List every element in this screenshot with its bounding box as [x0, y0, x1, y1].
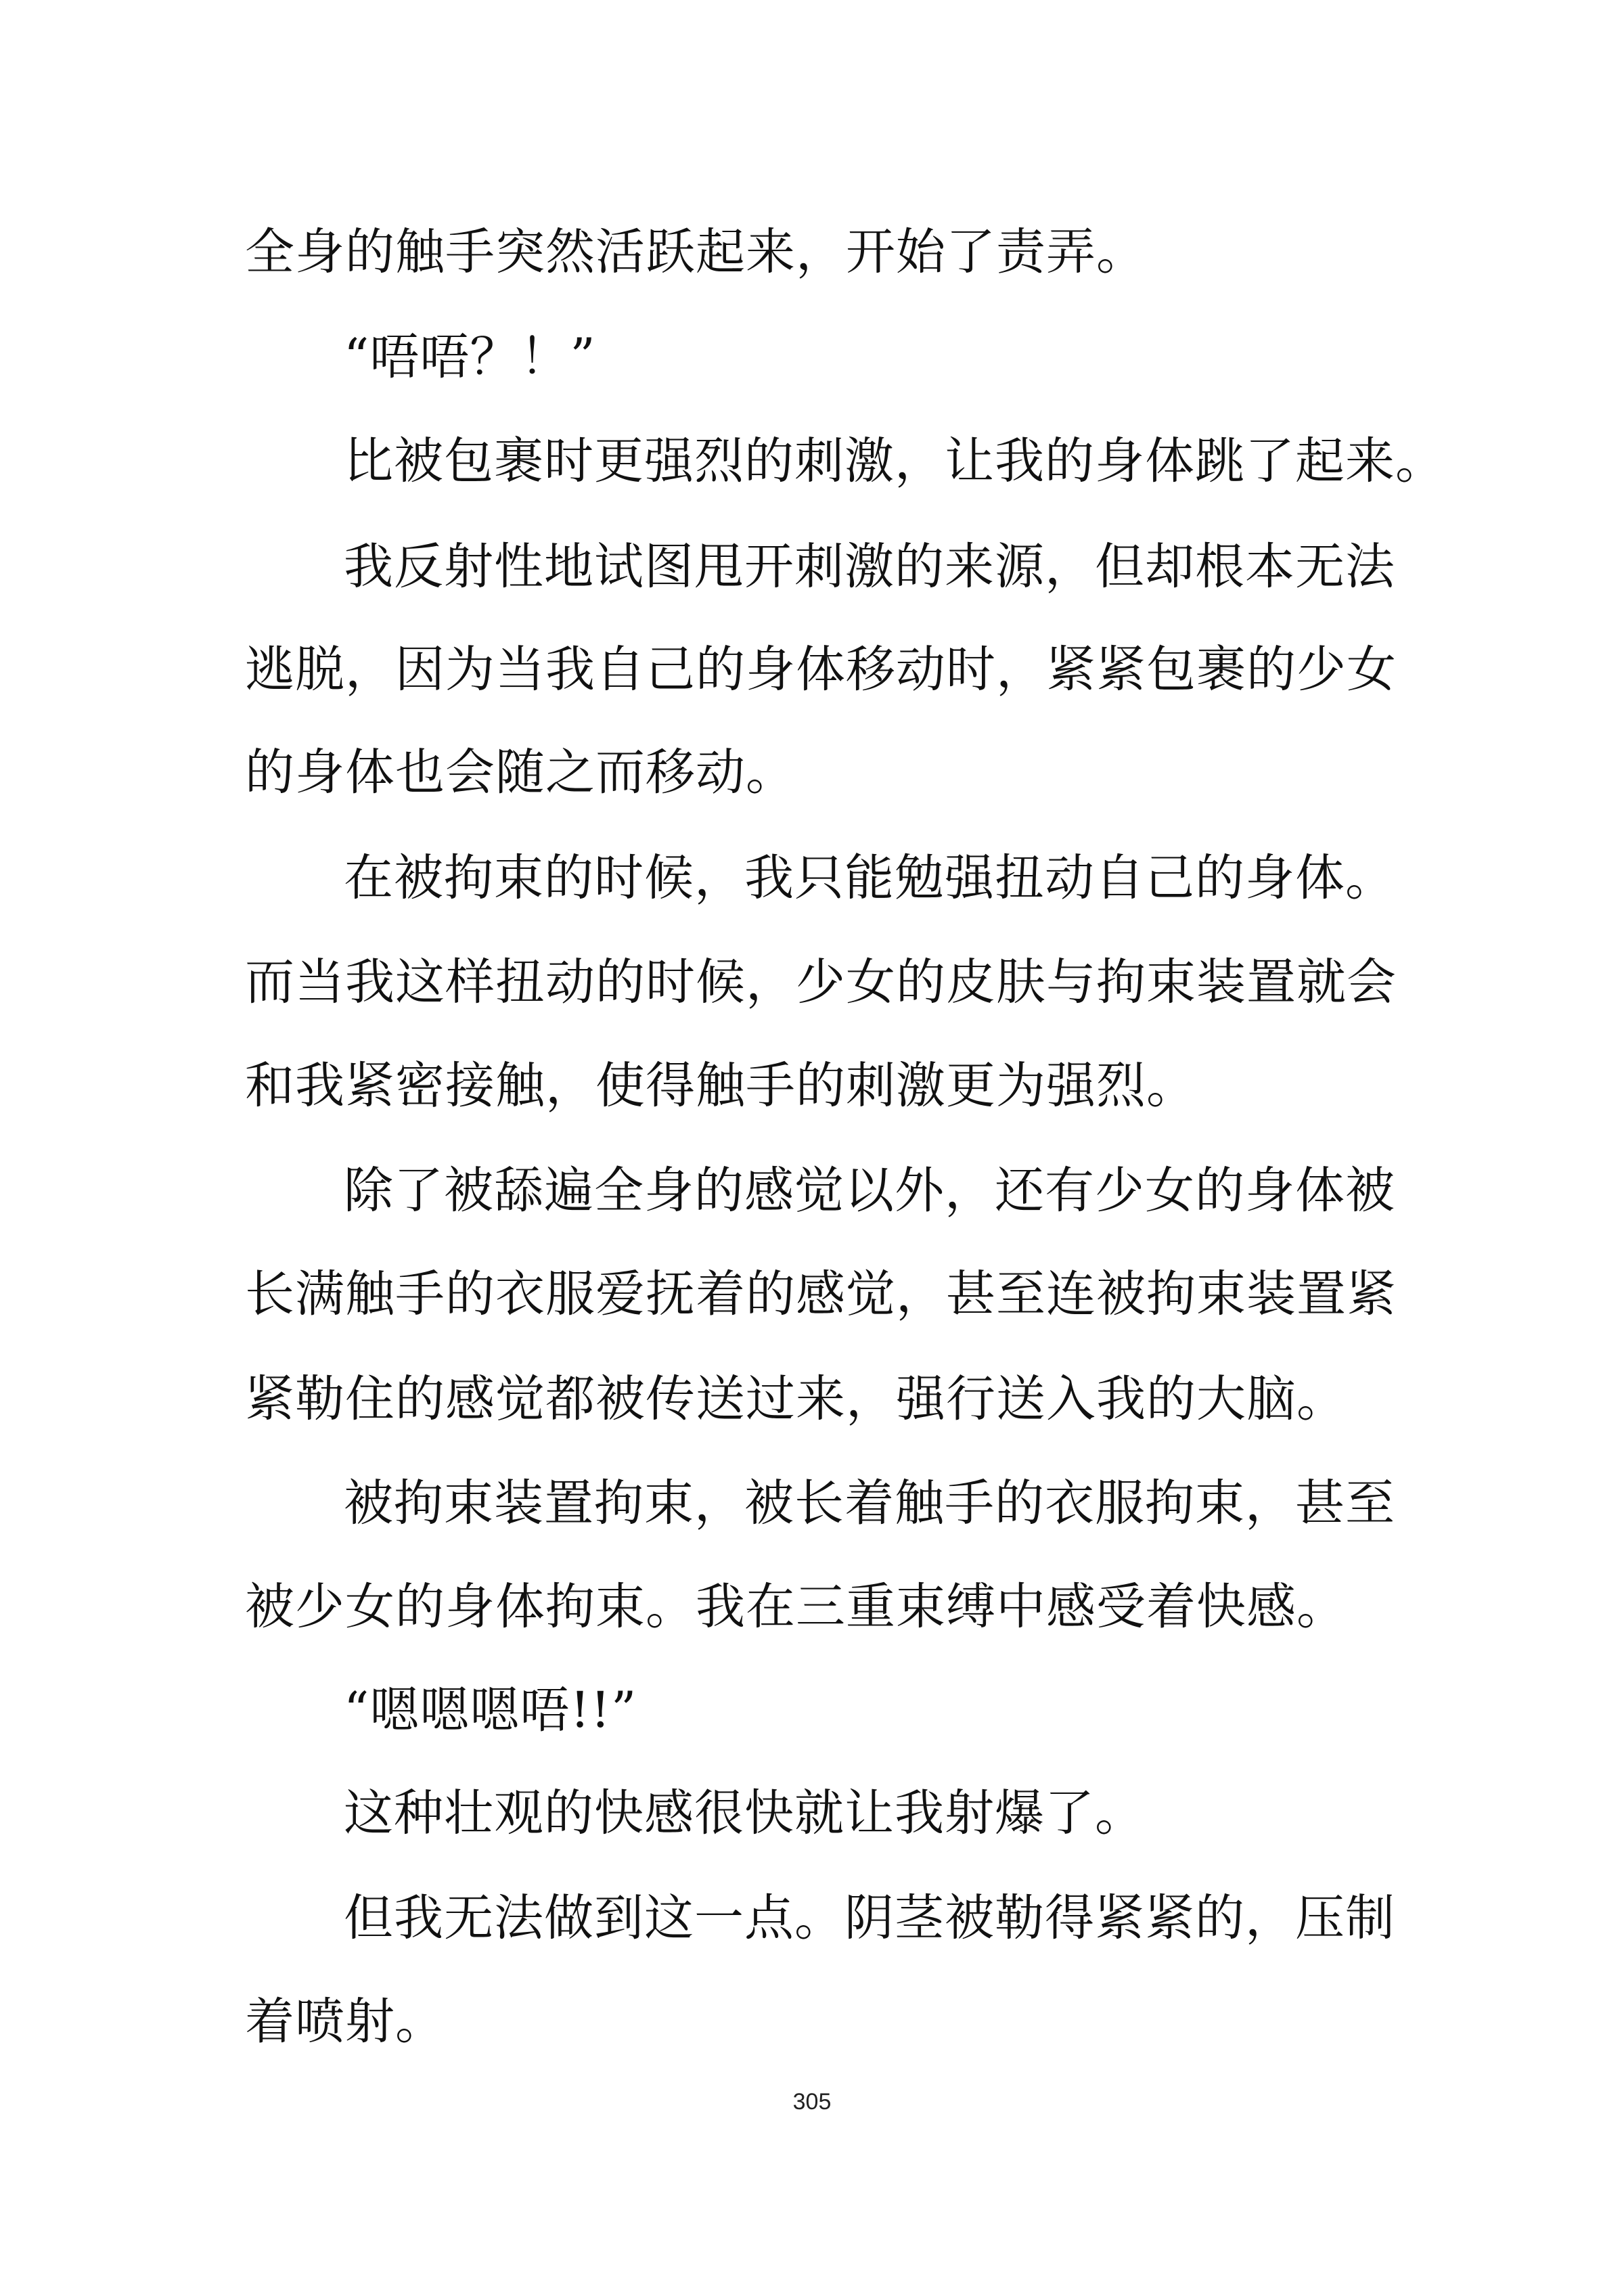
text-line-5: 逃脱，因为当我自己的身体移动时，紧紧包裹的少女 [245, 641, 1397, 698]
text-line-12: 紧勒住的感觉都被传送过来，强行送入我的大脑。 [245, 1370, 1347, 1428]
text-line-10: 除了被舔遍全身的感觉以外，还有少女的身体被 [344, 1162, 1395, 1219]
text-line-13: 被拘束装置拘束，被长着触手的衣服拘束，甚至 [344, 1475, 1395, 1532]
text-line-2: “唔唔？！” [344, 328, 596, 386]
text-line-18: 着喷射。 [245, 1993, 445, 2050]
text-line-7: 在被拘束的时候，我只能勉强扭动自己的身体。 [344, 849, 1395, 907]
text-line-6: 的身体也会随之而移动。 [245, 744, 796, 801]
text-line-1: 全身的触手突然活跃起来，开始了责弄。 [245, 223, 1146, 281]
text-line-15: “嗯嗯嗯唔!!” [344, 1682, 637, 1739]
text-line-8: 而当我这样扭动的时候，少女的皮肤与拘束装置就会 [245, 953, 1397, 1011]
text-line-16: 这种壮观的快感很快就让我射爆了。 [344, 1784, 1145, 1842]
text-line-14: 被少女的身体拘束。我在三重束缚中感受着快感。 [245, 1578, 1347, 1636]
text-line-17: 但我无法做到这一点。阴茎被勒得紧紧的，压制 [344, 1889, 1395, 1947]
text-line-4: 我反射性地试图甩开刺激的来源，但却根本无法 [344, 538, 1395, 595]
text-line-3: 比被包裹时更强烈的刺激，让我的身体跳了起来。 [344, 432, 1445, 490]
text-line-11: 长满触手的衣服爱抚着的感觉，甚至连被拘束装置紧 [245, 1265, 1397, 1323]
page-number: 305 [792, 2089, 832, 2115]
text-line-9: 和我紧密接触，使得触手的刺激更为强烈。 [245, 1057, 1196, 1115]
